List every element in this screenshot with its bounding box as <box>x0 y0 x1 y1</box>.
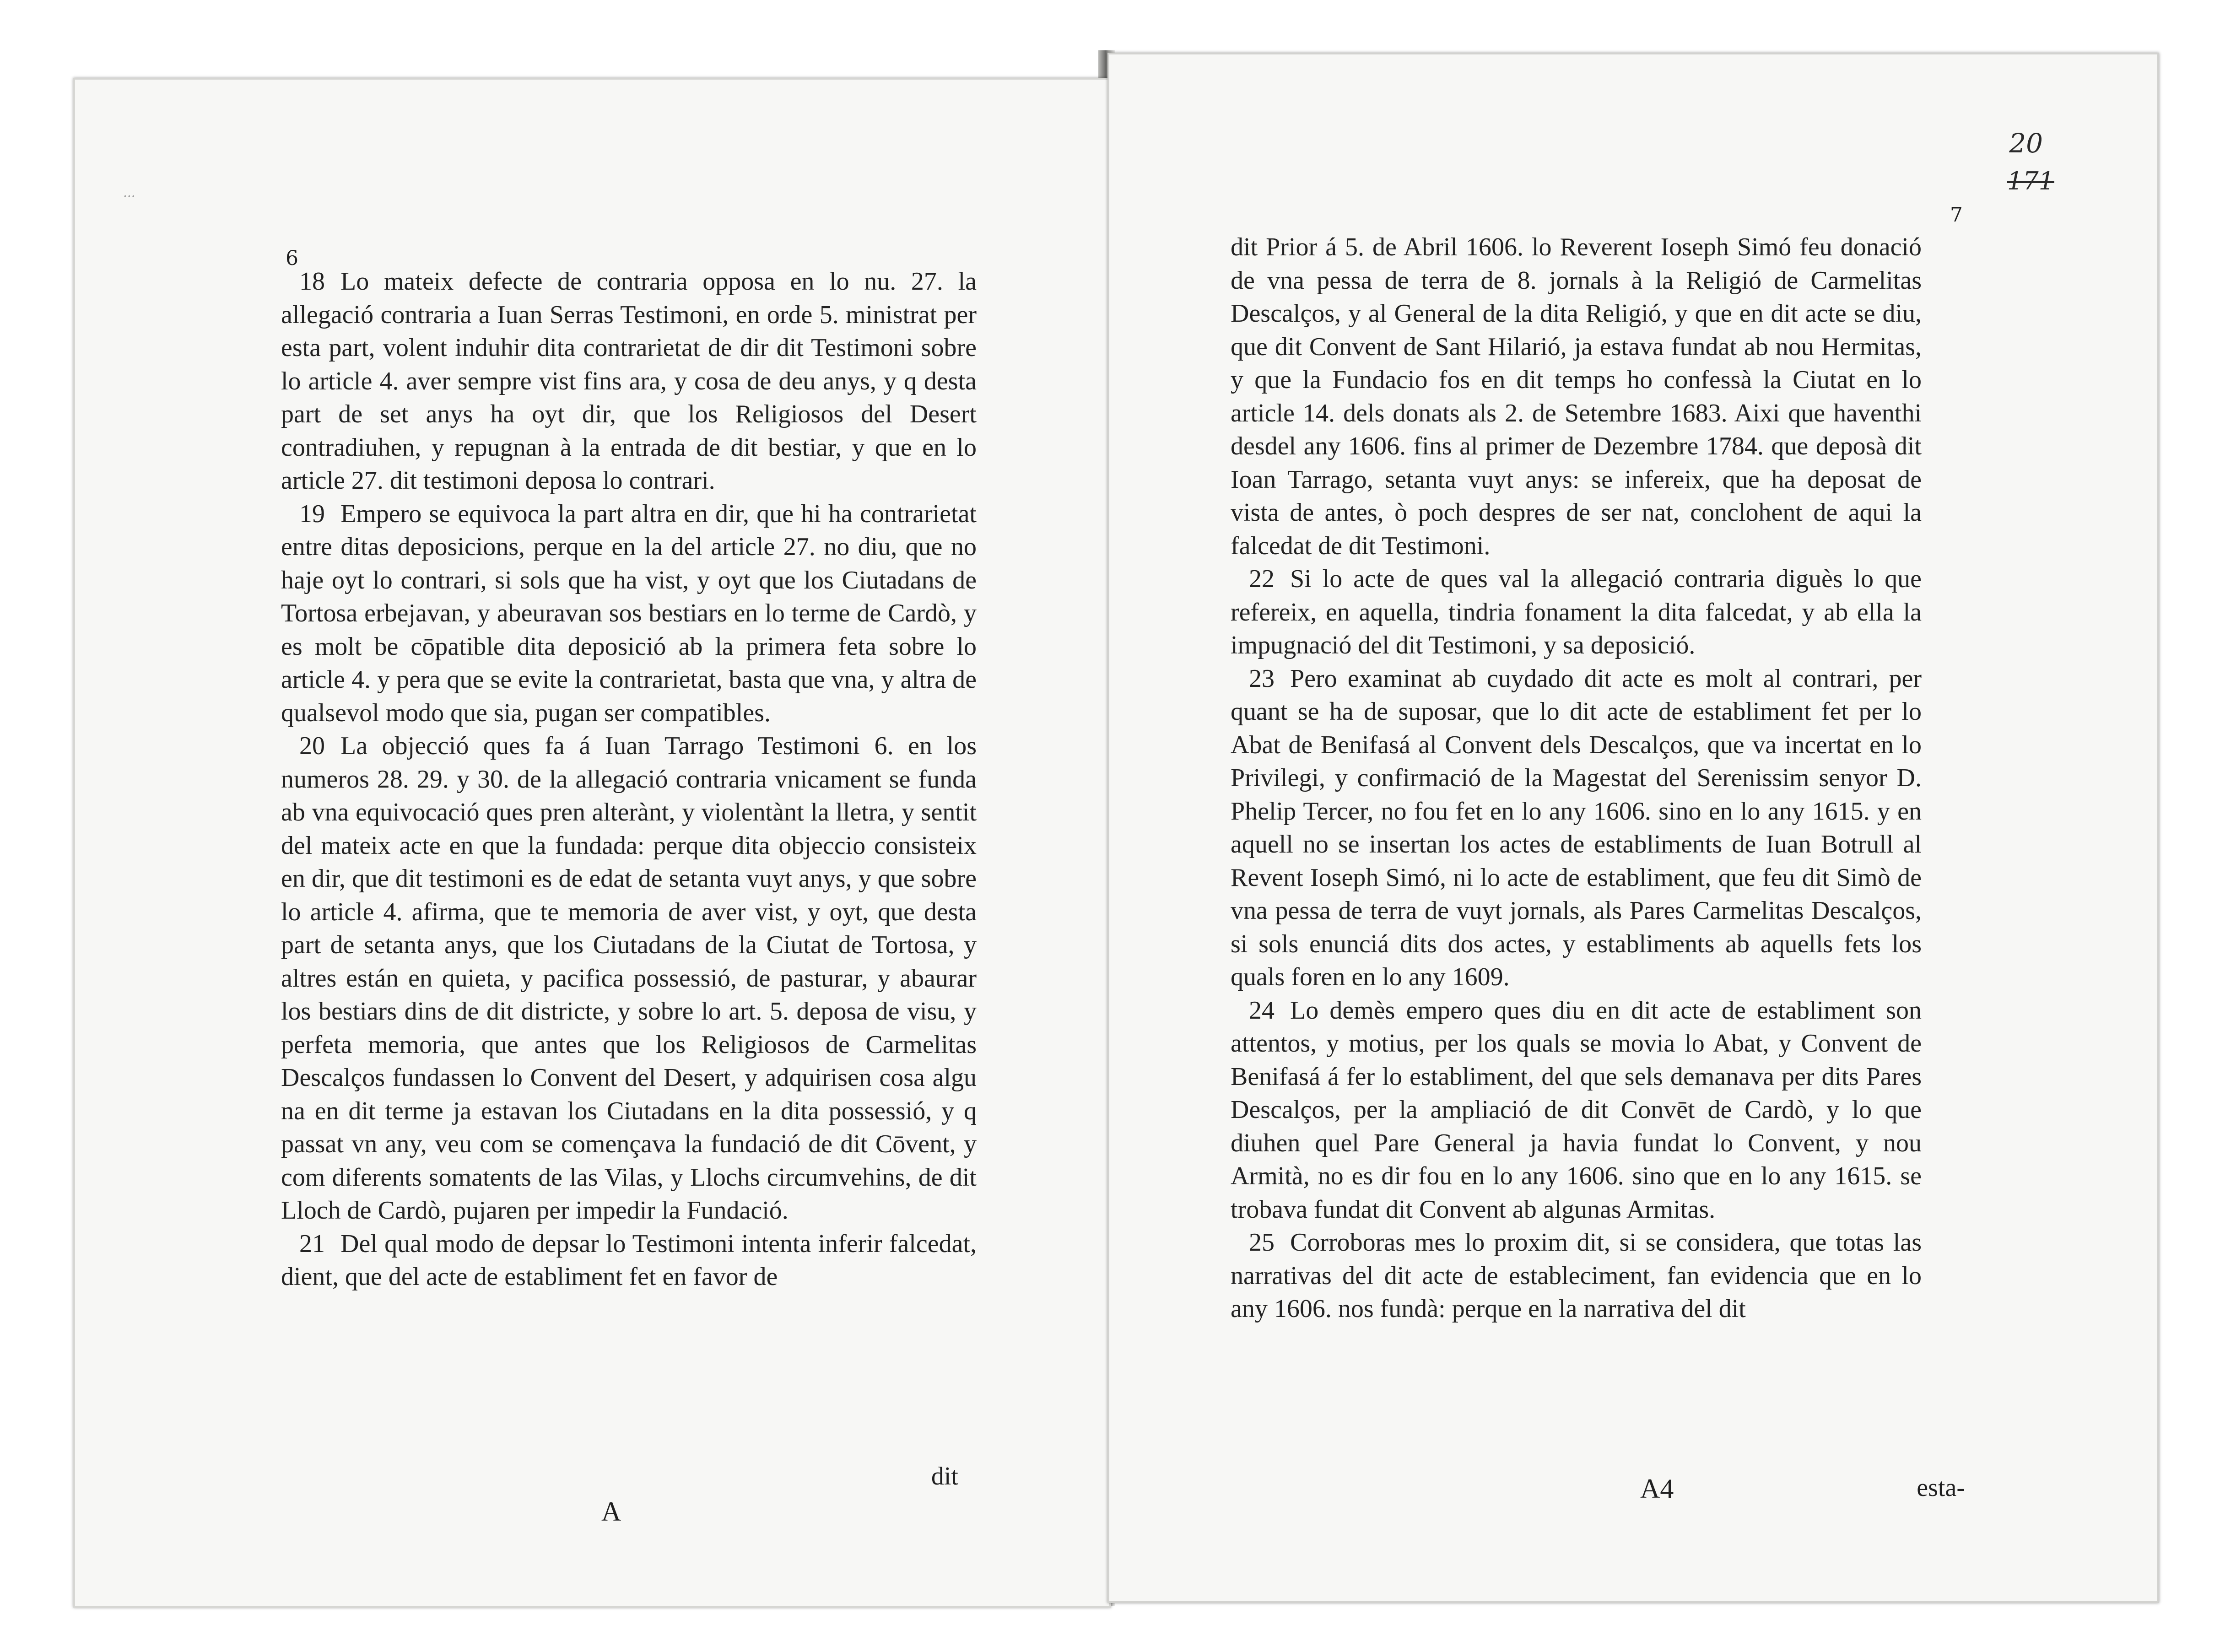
paragraph-number: 23 <box>1249 664 1275 693</box>
paragraph <box>1231 1226 1922 1326</box>
paragraph <box>1231 562 1922 662</box>
paragraph-text: Pero examinat ab cuydado dit acte es molt al contrari, per quant se ha de suposar, que lo dit acte de establiment fet per lo Abat de Benifasá al Convent dels Descalços, que va incertat en lo Privilegi, y confirmació de la Magestat del Serenissim senyor D. Phelip Tercer, no fou fet en lo any 1606. sino en lo any 1615. y en aquell no se insertan los actes de establiments de Iuan Botrull al Revent Ioseph Simó, ni lo acte de establiment, que feu dit Simò de vna pessa de terra de vuyt jornals, als Pares Carmelitas Descalços, si sols enunciá dits dos actes, y establiments ab aquells fets los quals foren en lo any 1609. <box>1231 664 1922 991</box>
paragraph-text: Lo demès empero ques diu en dit acte de establiment son attentos, y motius, per los quals se movia lo Abat, y Convent de Benifasá á fer lo establiment, del que sels demanava per dits Pares Descalços, per la ampliació de dit Convēt de Cardò, y lo que diuhen quel Pare General ja havia fundat lo Convent, y nou Armità, no es dir fou en lo any 1606. sino que en lo any 1615. se trobava fundat dit Convent ab algunas Armitas. <box>1231 996 1922 1224</box>
page-number: 6 <box>286 247 298 270</box>
signature-mark: A <box>601 1496 621 1527</box>
paragraph-number: 20 <box>299 732 325 760</box>
paragraph-text: Empero se equivoca la part altra en dir, que hi ha contrarietat entre ditas deposicions, perque en la del article 27. no diu, que no haje oyt lo contrari, si sols que ha vist, y oyt que los Ciutadans de Tortosa erbejavan, y abeuravan sos bestiars en lo terme de Cardò, y es molt be cōpatible dita deposició ab la primera feta sobre lo article 4. y pera que se evite la contrarietat, basta que vna, y altra de qualsevol modo que sia, pugan ser compatibles. <box>281 499 977 727</box>
paragraph <box>281 729 977 1227</box>
paragraph-number: 24 <box>1249 996 1275 1025</box>
text-column <box>1231 231 1922 1326</box>
corner-pencil-mark: ... <box>123 185 135 200</box>
paragraph-text: Lo mateix defecte de contraria opposa en lo nu. 27. la allegació contraria a Iuan Serras Testimoni, en orde 5. ministrat per esta part, volent induhir dita contrarietat de dir dit Testimoni sobre lo article 4. aver sempre vist fins ara, y cosa de deu anys, y q desta part de set anys ha oyt dir, que los Religiosos del Desert contradiuhen, y repugnan à la entrada de dit bestiar, y que en lo article 27. dit testimoni deposa lo contrari. <box>281 267 977 495</box>
paragraph-text: Corroboras mes lo proxim dit, si se considera, que totas las narrativas del dit acte de estableciment, fan evidencia que en lo any 1606. nos fundà: perque en la narrativa del dit <box>1231 1228 1922 1323</box>
paragraph-number: 21 <box>299 1229 325 1258</box>
paragraph <box>281 265 977 497</box>
paragraph-text: Del qual modo de depsar lo Testimoni intenta inferir falcedat, dient, que del acte de establiment fet en favor de <box>281 1229 977 1291</box>
paragraph-number: 22 <box>1249 565 1275 593</box>
text-column <box>281 265 977 1294</box>
paragraph <box>1231 231 1922 562</box>
left-page <box>73 78 1111 1608</box>
page-number: 7 <box>1950 203 1963 227</box>
paragraph-number: 19 <box>299 499 325 528</box>
paragraph-text: Si lo acte de ques val la allegació contraria diguès lo que refereix, en aquella, tindria fonament la dita falcedat, y ab ella la impugnació del dit Testimoni, y sa deposició. <box>1231 565 1922 659</box>
handwritten-folio-number: 20 <box>2009 128 2043 159</box>
paragraph-number: 18 <box>299 267 325 296</box>
paragraph-number: 25 <box>1249 1228 1275 1257</box>
right-page <box>1107 53 2159 1603</box>
catchword: dit <box>931 1462 958 1490</box>
signature-mark: A4 <box>1640 1474 1674 1504</box>
paragraph-text: dit Prior á 5. de Abril 1606. lo Reverent Ioseph Simó feu donació de vna pessa de terra de 8. jornals à la Religió de Carmelitas Descalços, y al General de la dita Religió, y que en dit acte se diu, que dit Convent de Sant Hilarió, ja estava fundat ab nou Hermitas, y que la Fundacio fos en dit temps ho confessà la Ciutat en lo article 14. dels donats als 2. de Setembre 1683. Aixi que haventhi desdel any 1606. fins al primer de Dezembre 1784. que deposà dit Ioan Tarrago, setanta vuyt anys: se infereix, que ha deposat de vista de antes, ò poch despres de ser nat, conclohent de aqui la falcedat de dit Testimoni. <box>1231 233 1922 560</box>
paragraph <box>1231 994 1922 1226</box>
catchword: esta- <box>1917 1474 1965 1502</box>
paragraph-text: La objecció ques fa á Iuan Tarrago Testimoni 6. en los numeros 28. 29. y 30. de la allegació contraria vnicament se funda ab vna equivocació ques pren alterànt, y violentànt la lletra, y sentit del mateix acte en que la fundada: perque dita objeccio consisteix en dir, que dit testimoni es de edat de setanta vuyt anys, y que sobre lo article 4. afirma, que te memoria de aver vist, y oyt, que desta part de setanta anys, que los Ciutadans de la Ciutat de Tortosa, y altres están en quieta, y pacifica possessió, de pasturar, y abaurar los bestiars dins de dit districte, y sobre lo art. 5. deposa de visu, y perfeta memoria, que antes que los Religiosos de Carmelitas Descalços fundassen lo Convent del Desert, y adquirisen cosa algu na en dit terme ja estavan los Ciutadans en la dita possessió, y q passat vn any, veu com se començava la fundació de dit Cōvent, y com diferents somatents de las Vilas, y Llochs circumvehins, de dit Lloch de Cardò, pujaren per impedir la Fundació. <box>281 732 977 1225</box>
handwritten-struck-number: 171 <box>2007 167 2054 195</box>
paragraph <box>281 1227 977 1294</box>
paragraph <box>1231 662 1922 994</box>
paragraph <box>281 497 977 730</box>
